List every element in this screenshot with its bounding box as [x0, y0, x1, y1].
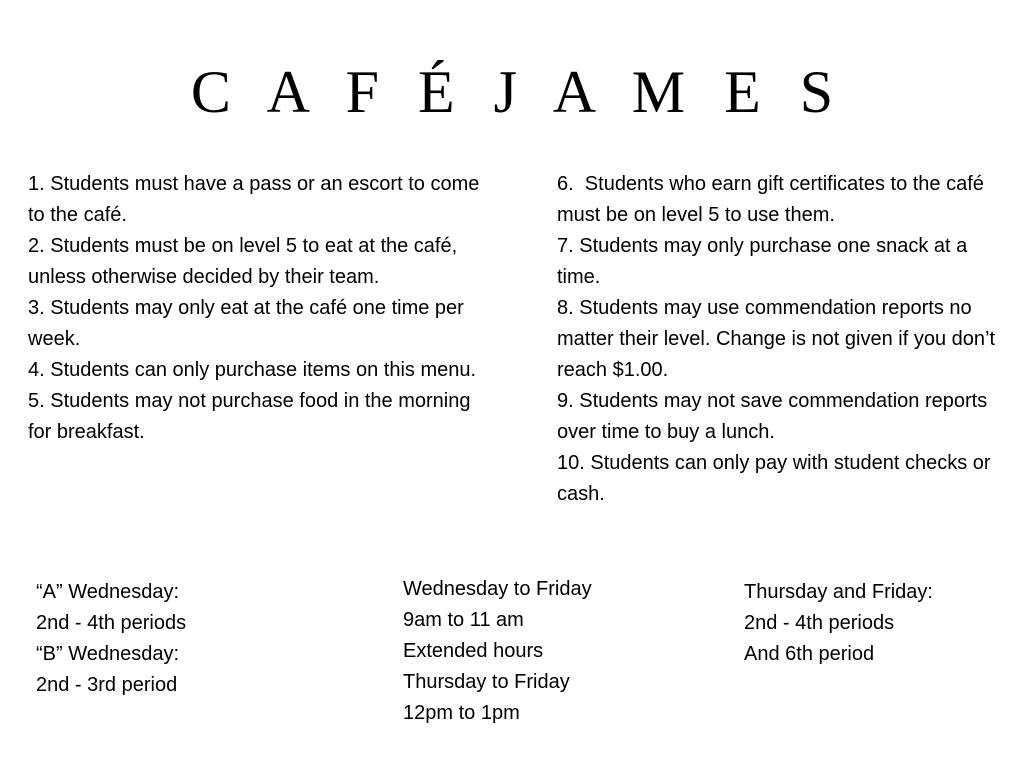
rule-item: 5. Students may not purchase food in the morning for breakfast. — [28, 390, 477, 443]
schedule-wednesday — [36, 577, 336, 701]
rule-item: 7. Students may only purchase one snack at a time. — [557, 235, 973, 288]
schedule-hours — [403, 574, 703, 729]
rule-item: 6. Students who earn gift certificates to the café must be on level 5 to use them. — [557, 173, 990, 226]
rule-item: 9. Students may not save commendation reports over time to buy a lunch. — [557, 390, 993, 443]
schedule-line: Wednesday to Friday — [403, 578, 592, 600]
schedule-line: 12pm to 1pm — [403, 702, 520, 724]
rule-item: 3. Students may only eat at the café one time per week. — [28, 297, 470, 350]
rules-list-left — [28, 169, 498, 448]
schedule-line: “A” Wednesday: — [36, 581, 180, 603]
schedule-line: 2nd - 4th periods — [744, 612, 895, 634]
cafe-title: C A F É J A M E S — [190, 59, 846, 125]
rule-item: 8. Students may use commendation reports no matter their level. Change is not given if you don’t reach $1.00. — [557, 297, 1001, 381]
schedule-line: Thursday to Friday — [403, 671, 570, 693]
schedule-line: Extended hours — [403, 640, 544, 662]
schedule-line: Thursday and Friday: — [744, 581, 933, 603]
schedule-line: And 6th period — [744, 643, 875, 665]
schedule-line: 9am to 11 am — [403, 609, 524, 631]
rule-item: 1. Students must have a pass or an escort to come to the café. — [28, 173, 485, 226]
rule-item: 10. Students can only pay with student checks or cash. — [557, 452, 997, 505]
rules-list-right — [557, 169, 1001, 510]
schedule-line: “B” Wednesday: — [36, 643, 180, 665]
schedule-line: 2nd - 4th periods — [36, 612, 187, 634]
schedule-thursday-friday — [744, 577, 1014, 670]
rule-item: 2. Students must be on level 5 to eat at the café, unless otherwise decided by their team. — [28, 235, 463, 288]
schedule-line: 2nd - 3rd period — [36, 674, 178, 696]
rule-item: 4. Students can only purchase items on this menu. — [28, 359, 477, 381]
